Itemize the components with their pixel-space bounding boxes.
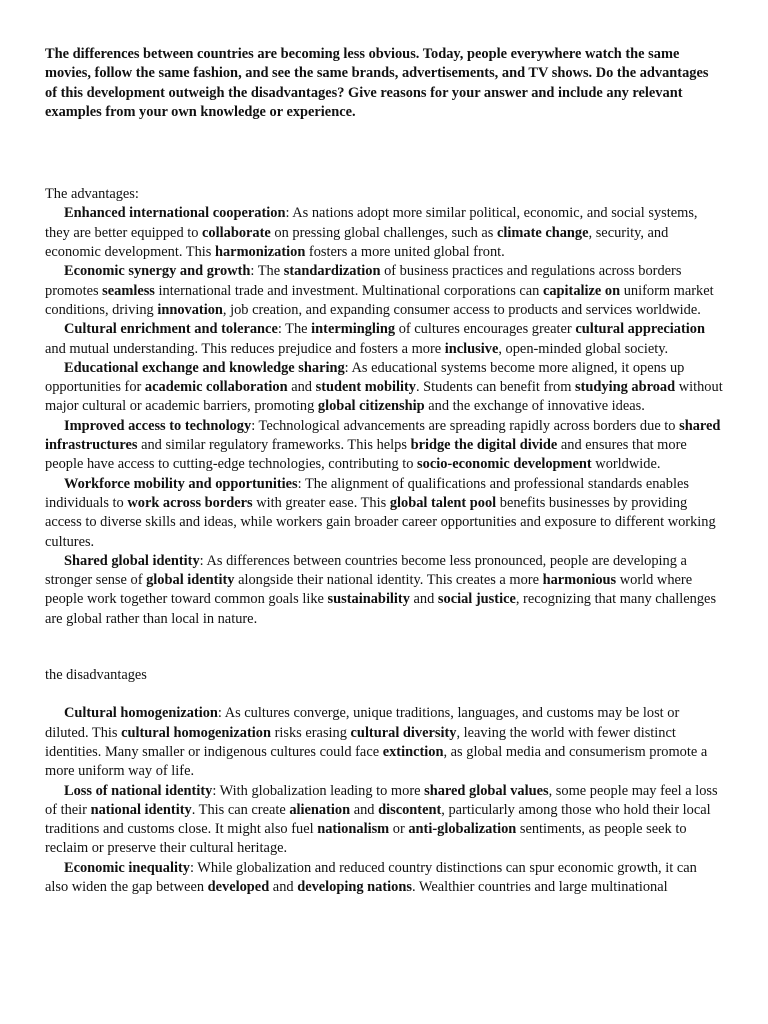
bold-term: Educational exchange and knowledge sharing xyxy=(64,359,345,376)
advantage-item xyxy=(45,417,723,475)
text-run: with greater ease. This xyxy=(252,494,390,511)
bold-term: capitalize on xyxy=(542,282,621,299)
text-run: , security, and economic development. This xyxy=(45,224,669,261)
essay-prompt: The differences between countries are becoming less obvious. Today, people everywhere watch the same movies, follow the same fashion, and see the same brands, advertisements, and TV shows. Do the advantages of this development outweigh the disadvantages? Give reasons for your answer and include any relevant examples from your own knowledge or experience. xyxy=(45,46,709,120)
text-run: and xyxy=(269,878,298,895)
bold-term: student mobility xyxy=(315,379,416,396)
text-run: uniform market conditions, driving xyxy=(45,282,714,318)
text-run: : As nations adopt more similar political, economic, and social systems, they are better equipped to xyxy=(45,205,698,241)
text-run: . This can create xyxy=(191,801,290,818)
bold-term: innovation xyxy=(157,301,223,318)
text-run: : The xyxy=(250,263,284,280)
bold-term: cultural diversity xyxy=(350,724,457,741)
bold-term: discontent xyxy=(378,801,442,818)
bold-term: Improved access to technology xyxy=(64,417,252,434)
text-run: , particularly among those who hold their local traditions and customs close. It might also fuel xyxy=(45,801,711,838)
advantage-item xyxy=(45,359,723,417)
advantage-item xyxy=(45,552,723,629)
text-run: and xyxy=(409,591,438,608)
text-run: , leaving the world with fewer distinct identities. Many smaller or indigenous cultures could face xyxy=(45,724,676,760)
bold-term: Enhanced international cooperation xyxy=(64,205,286,222)
advantage-item xyxy=(45,320,723,359)
text-run: , some people may feel a loss of their xyxy=(45,782,718,818)
text-run: alongside their national identity. This creates a more xyxy=(234,572,543,589)
bold-term: sustainability xyxy=(327,591,410,608)
text-run: : The alignment of qualifications and professional standards enables individuals to xyxy=(45,475,689,511)
bold-term: harmonious xyxy=(542,572,617,589)
advantage-item xyxy=(45,262,723,320)
bold-term: Shared global identity xyxy=(64,552,200,569)
bold-term: anti-globalization xyxy=(408,821,517,838)
bold-term: Cultural homogenization xyxy=(64,705,218,722)
bold-term: cultural homogenization xyxy=(121,724,271,741)
text-run: fosters a more united global front. xyxy=(305,244,505,261)
bold-term: seamless xyxy=(102,282,155,299)
text-run: : With globalization leading to more xyxy=(212,782,425,799)
bold-term: developed xyxy=(207,878,270,895)
text-run: international trade and investment. Multinational corporations can xyxy=(154,282,543,299)
bold-term: national identity xyxy=(90,801,192,818)
disadvantage-item xyxy=(45,782,723,859)
text-run: and xyxy=(287,379,316,396)
bold-term: social justice xyxy=(437,591,516,608)
bold-term: alienation xyxy=(289,801,351,818)
bold-term: Economic inequality xyxy=(64,859,190,876)
bold-term: bridge the digital divide xyxy=(410,437,558,454)
bold-term: standardization xyxy=(283,263,381,280)
bold-term: cultural appreciation xyxy=(575,321,705,338)
bold-term: nationalism xyxy=(317,821,390,838)
disadvantage-item xyxy=(45,704,723,781)
advantage-item xyxy=(45,204,723,262)
text-run: : As differences between countries become less pronounced, people are developing a stronger sense of xyxy=(45,552,687,589)
bold-term: global identity xyxy=(146,572,235,589)
advantages-heading: The advantages: xyxy=(45,186,139,203)
text-run: of business practices and regulations across borders promotes xyxy=(45,263,682,299)
bold-term: intermingling xyxy=(311,321,396,338)
text-run: , job creation, and expanding consumer access to products and services worldwide. xyxy=(222,301,701,318)
bold-term: socio-economic development xyxy=(417,456,592,473)
bold-term: global citizenship xyxy=(317,398,425,415)
text-run: benefits businesses by providing access to diverse skills and ideas, while workers gain broader career opportunities and exposure to different working cultures. xyxy=(45,494,716,550)
text-run: , recognizing that many challenges are global rather than local in nature. xyxy=(45,591,717,627)
text-run: on pressing global challenges, such as xyxy=(270,224,497,241)
text-run: and mutual understanding. This reduces prejudice and fosters a more xyxy=(45,340,445,357)
text-run: : As cultures converge, unique traditions, languages, and customs may be lost or diluted. This xyxy=(45,705,680,741)
text-run: : Technological advancements are spreading rapidly across borders due to xyxy=(251,417,680,434)
disadvantages-list xyxy=(45,704,723,897)
text-run: and ensures that more people have access to cutting-edge technologies, contributing to xyxy=(45,437,687,473)
text-run: , as global media and consumerism promote a more uniform way of life. xyxy=(45,743,708,780)
bold-term: harmonization xyxy=(214,244,306,261)
bold-term: inclusive xyxy=(444,340,499,357)
disadvantage-item xyxy=(45,859,723,898)
bold-term: Economic synergy and growth xyxy=(64,263,251,280)
bold-term: extinction xyxy=(382,743,444,760)
bold-term: shared global values xyxy=(424,782,549,799)
text-run: without major cultural or academic barriers, promoting xyxy=(45,379,723,415)
text-run: of cultures encourages greater xyxy=(395,321,576,338)
bold-term: Cultural enrichment and tolerance xyxy=(64,321,278,338)
text-run: sentiments, as people seek to reclaim or preserve their cultural heritage. xyxy=(45,821,687,857)
text-run: . Wealthier countries and large multinational xyxy=(411,878,668,895)
text-run: worldwide. xyxy=(591,456,661,473)
bold-term: Loss of national identity xyxy=(64,782,213,799)
text-run: . Students can benefit from xyxy=(415,379,576,396)
text-run: : As educational systems become more aligned, it opens up opportunities for xyxy=(45,359,685,396)
text-run: or xyxy=(389,821,409,838)
text-run: and the exchange of innovative ideas. xyxy=(424,398,645,415)
advantages-list xyxy=(45,204,723,629)
bold-term: developing nations xyxy=(297,878,412,895)
text-run: : While globalization and reduced country distinctions can spur economic growth, it can also widen the gap between xyxy=(45,859,697,895)
bold-term: collaborate xyxy=(202,224,271,241)
bold-term: shared infrastructures xyxy=(45,417,721,454)
bold-term: studying abroad xyxy=(575,379,676,396)
bold-term: global talent pool xyxy=(389,494,497,511)
text-run: and xyxy=(350,801,379,818)
bold-term: climate change xyxy=(497,224,589,241)
text-run: and similar regulatory frameworks. This helps xyxy=(137,437,411,454)
text-run: , open-minded global society. xyxy=(498,340,669,357)
text-run: world where people work together toward common goals like xyxy=(45,572,693,608)
disadvantages-heading: the disadvantages xyxy=(45,667,147,684)
text-run: : The xyxy=(277,321,312,338)
bold-term: academic collaboration xyxy=(144,379,288,396)
text-run: risks erasing xyxy=(271,724,351,741)
bold-term: Workforce mobility and opportunities xyxy=(64,475,298,492)
bold-term: work across borders xyxy=(127,494,253,511)
advantage-item xyxy=(45,475,723,552)
